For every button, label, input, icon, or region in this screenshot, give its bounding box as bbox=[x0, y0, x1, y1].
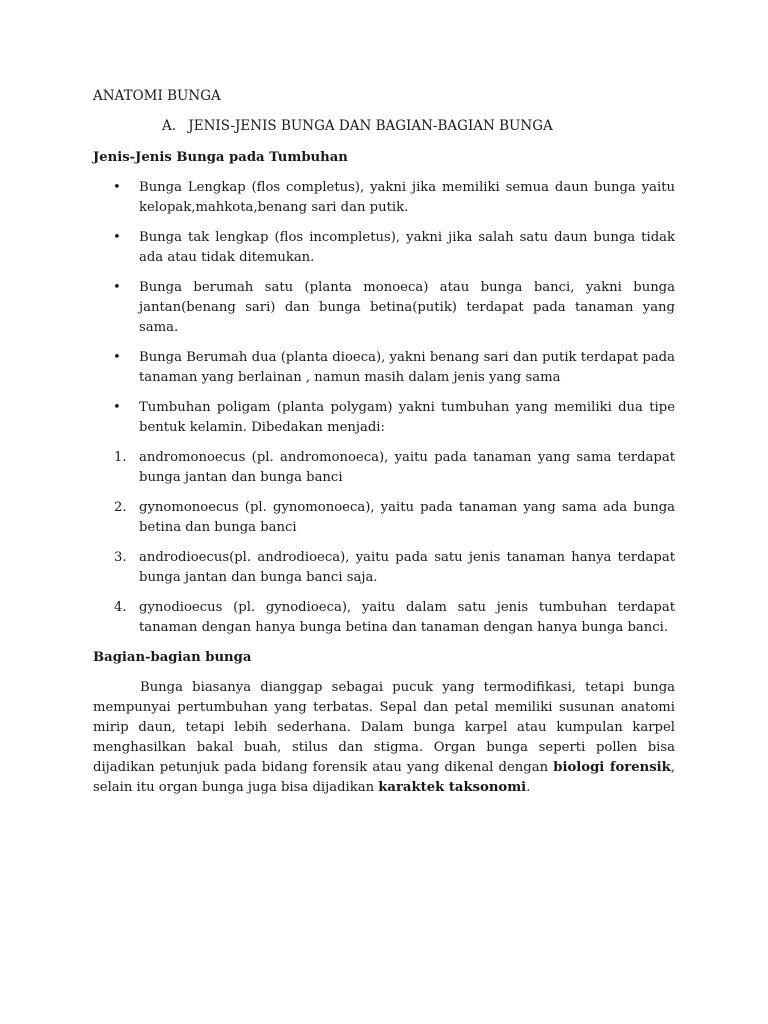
document-title: ANATOMI BUNGA bbox=[93, 88, 221, 104]
bullet-icon: • bbox=[113, 350, 121, 365]
bullet-icon: • bbox=[113, 180, 121, 195]
list-number: 3. bbox=[114, 550, 127, 565]
bullet-icon: • bbox=[113, 280, 121, 295]
numbered-text: gynomonoecus (pl. gynomonoeca), yaitu pada tanaman yang sama ada bunga betina dan bunga banci bbox=[139, 500, 675, 535]
section-heading-text: JENIS-JENIS BUNGA DAN BAGIAN-BAGIAN BUNGA bbox=[188, 118, 553, 134]
bold-term-biologi-forensik: biologi forensik bbox=[553, 760, 671, 775]
bullet-item bbox=[93, 398, 675, 438]
bullet-text: Bunga Lengkap (flos completus), yakni jika memiliki semua daun bunga yaitu kelopak,mahkota,benang sari dan putik. bbox=[139, 180, 675, 215]
bullet-item bbox=[93, 228, 675, 268]
list-number: 4. bbox=[114, 600, 127, 615]
section-marker: A. bbox=[162, 118, 177, 134]
bullet-item bbox=[93, 178, 675, 218]
list-number: 1. bbox=[114, 450, 127, 465]
numbered-text: gynodioecus (pl. gynodioeca), yaitu dalam satu jenis tumbuhan terdapat tanaman dengan hanya bunga betina dan tanaman dengan hanya bunga banci. bbox=[139, 600, 675, 635]
body-paragraph bbox=[93, 678, 675, 798]
bullet-icon: • bbox=[113, 400, 121, 415]
numbered-item bbox=[93, 498, 675, 538]
bullet-item bbox=[93, 348, 675, 388]
paragraph-text: . bbox=[526, 780, 531, 795]
bullet-item bbox=[93, 278, 675, 338]
subheading-flower-types: Jenis-Jenis Bunga pada Tumbuhan bbox=[93, 150, 348, 165]
paragraph-text: , selain itu organ bunga juga bisa dijadikan bbox=[93, 760, 676, 795]
document-body bbox=[93, 86, 675, 798]
bullet-text: Bunga berumah satu (planta monoeca) atau bunga banci, yakni bunga jantan(benang sari) dan bunga betina(putik) terdapat pada tanaman yang sama. bbox=[139, 280, 675, 335]
numbered-item bbox=[93, 548, 675, 588]
paragraph-text: Bunga biasanya dianggap sebagai pucuk yang termodifikasi, tetapi bunga mempunyai pertumbuhan yang terbatas. Sepal dan petal memiliki susunan anatomi mirip daun, tetapi lebih sederhana. Dalam bunga karpel atau kumpulan karpel menghasilkan bakal buah, stilus dan stigma. Organ bunga seperti pollen bisa dijadikan petunjuk pada bidang forensik atau yang dikenal dengan bbox=[93, 680, 675, 775]
subheading-flower-parts: Bagian-bagian bunga bbox=[93, 650, 252, 665]
numbered-text: andromonoecus (pl. andromonoeca), yaitu pada tanaman yang sama terdapat bunga jantan dan bunga banci bbox=[139, 450, 675, 485]
list-number: 2. bbox=[114, 500, 127, 515]
numbered-item bbox=[93, 448, 675, 488]
bold-term-karaktek-taksonomi: karaktek taksonomi bbox=[378, 780, 527, 795]
bullet-icon: • bbox=[113, 230, 121, 245]
bullet-text: Bunga Berumah dua (planta dioeca), yakni benang sari dan putik terdapat pada tanaman yang berlainan , namun masih dalam jenis yang sama bbox=[139, 350, 675, 385]
section-heading bbox=[93, 116, 675, 136]
numbered-text: androdioecus(pl. androdioeca), yaitu pada satu jenis tanaman hanya terdapat bunga jantan dan bunga banci saja. bbox=[139, 550, 675, 585]
bullet-text: Tumbuhan poligam (planta polygam) yakni tumbuhan yang memiliki dua tipe bentuk kelamin. Dibedakan menjadi: bbox=[139, 400, 675, 435]
bullet-text: Bunga tak lengkap (flos incompletus), yakni jika salah satu daun bunga tidak ada atau tidak ditemukan. bbox=[139, 230, 675, 265]
numbered-item bbox=[93, 598, 675, 638]
